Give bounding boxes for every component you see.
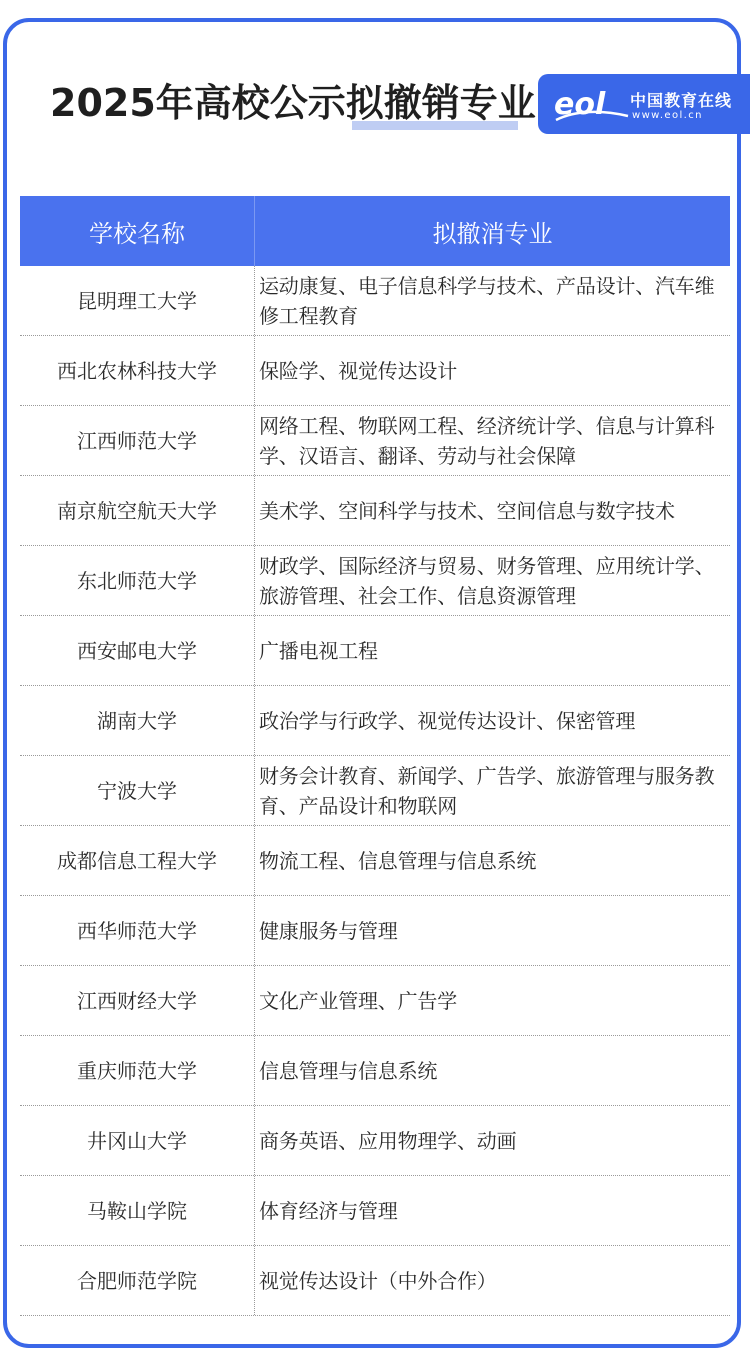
page-title: 2025年高校公示拟撤销专业 bbox=[50, 81, 536, 125]
majors-text: 文化产业管理、广告学 bbox=[259, 988, 457, 1013]
table-row bbox=[20, 896, 730, 966]
table-row bbox=[20, 406, 730, 476]
majors-table bbox=[20, 196, 730, 1316]
majors-cell bbox=[255, 266, 730, 335]
majors-text: 财务会计教育、新闻学、广告学、旅游管理与服务教育、产品设计和物联网 bbox=[259, 763, 715, 818]
table-row bbox=[20, 1036, 730, 1106]
majors-cell bbox=[255, 1176, 730, 1245]
school-name-cell: 昆明理工大学 bbox=[20, 266, 255, 335]
majors-text: 政治学与行政学、视觉传达设计、保密管理 bbox=[259, 708, 636, 733]
table-row bbox=[20, 336, 730, 406]
logo-mark-text: eol bbox=[554, 87, 606, 122]
logo-url: www.eol.cn bbox=[632, 110, 703, 121]
table-row bbox=[20, 966, 730, 1036]
table-row bbox=[20, 1176, 730, 1246]
school-name-cell: 合肥师范学院 bbox=[20, 1246, 255, 1315]
majors-cell bbox=[255, 546, 730, 615]
school-name-cell: 江西财经大学 bbox=[20, 966, 255, 1035]
table-header bbox=[20, 196, 730, 266]
school-name-cell: 湖南大学 bbox=[20, 686, 255, 755]
majors-cell bbox=[255, 966, 730, 1035]
school-name-cell: 宁波大学 bbox=[20, 756, 255, 825]
majors-cell bbox=[255, 476, 730, 545]
majors-cell bbox=[255, 1036, 730, 1105]
school-name-cell: 西安邮电大学 bbox=[20, 616, 255, 685]
majors-text: 体育经济与管理 bbox=[259, 1198, 398, 1223]
majors-cell bbox=[255, 826, 730, 895]
eol-logo-icon bbox=[552, 82, 630, 126]
school-name-cell: 成都信息工程大学 bbox=[20, 826, 255, 895]
majors-cell bbox=[255, 756, 730, 825]
majors-cell bbox=[255, 1246, 730, 1315]
table-row bbox=[20, 546, 730, 616]
table-row bbox=[20, 266, 730, 336]
school-name-cell: 西北农林科技大学 bbox=[20, 336, 255, 405]
table-body bbox=[20, 266, 730, 1316]
majors-text: 网络工程、物联网工程、经济统计学、信息与计算科学、汉语言、翻译、劳动与社会保障 bbox=[259, 413, 715, 468]
majors-text: 视觉传达设计（中外合作） bbox=[259, 1268, 497, 1293]
table-row bbox=[20, 616, 730, 686]
logo-name: 中国教育在线 bbox=[630, 91, 733, 110]
column-header-school: 学校名称 bbox=[20, 196, 255, 266]
school-name-cell: 重庆师范大学 bbox=[20, 1036, 255, 1105]
majors-cell bbox=[255, 616, 730, 685]
table-row bbox=[20, 826, 730, 896]
school-name-cell: 南京航空航天大学 bbox=[20, 476, 255, 545]
majors-text: 运动康复、电子信息科学与技术、产品设计、汽车维修工程教育 bbox=[259, 273, 715, 328]
majors-text: 健康服务与管理 bbox=[259, 918, 398, 943]
table-row bbox=[20, 1246, 730, 1316]
table-row bbox=[20, 686, 730, 756]
majors-cell bbox=[255, 336, 730, 405]
majors-cell bbox=[255, 686, 730, 755]
majors-text: 物流工程、信息管理与信息系统 bbox=[259, 848, 537, 873]
majors-cell bbox=[255, 896, 730, 965]
table-row bbox=[20, 476, 730, 546]
table-row bbox=[20, 756, 730, 826]
school-name-cell: 马鞍山学院 bbox=[20, 1176, 255, 1245]
table-row bbox=[20, 1106, 730, 1176]
majors-cell bbox=[255, 1106, 730, 1175]
eol-logo-badge bbox=[538, 74, 750, 134]
majors-text: 财政学、国际经济与贸易、财务管理、应用统计学、旅游管理、社会工作、信息资源管理 bbox=[259, 553, 715, 608]
majors-text: 美术学、空间科学与技术、空间信息与数字技术 bbox=[259, 498, 675, 523]
majors-text: 广播电视工程 bbox=[259, 638, 378, 663]
school-name-cell: 江西师范大学 bbox=[20, 406, 255, 475]
school-name-cell: 西华师范大学 bbox=[20, 896, 255, 965]
school-name-cell: 东北师范大学 bbox=[20, 546, 255, 615]
majors-text: 商务英语、应用物理学、动画 bbox=[259, 1128, 517, 1153]
school-name-cell: 井冈山大学 bbox=[20, 1106, 255, 1175]
column-header-majors: 拟撤消专业 bbox=[432, 219, 553, 248]
majors-cell bbox=[255, 406, 730, 475]
majors-text: 信息管理与信息系统 bbox=[259, 1058, 438, 1083]
majors-text: 保险学、视觉传达设计 bbox=[259, 358, 457, 383]
